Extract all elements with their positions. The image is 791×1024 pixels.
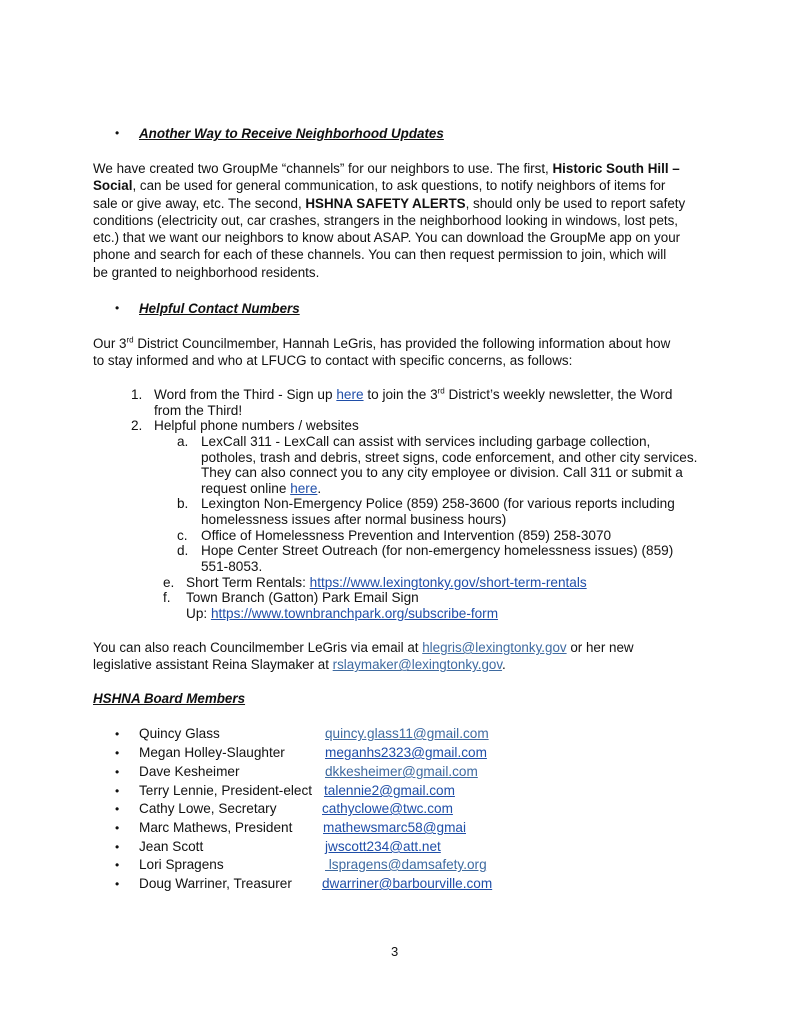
list-item-phone: Helpful phone numbers / websites <box>154 418 359 433</box>
list-item-text: from the Third! <box>154 403 243 418</box>
rentals-link[interactable]: https://www.lexingtonky.gov/short-term-rentals <box>309 575 587 590</box>
para-line: We have created two GroupMe “channels” for our neighbors to use. The first, Historic South Hill – <box>93 161 680 176</box>
bullet-dot: • <box>115 765 120 779</box>
sub-letter: b. <box>177 496 189 511</box>
member-name: Megan Holley-Slaughter <box>139 745 285 760</box>
para-line: legislative assistant Reina Slaymaker at rslaymaker@lexingtonky.gov. <box>93 657 506 673</box>
sub-line: Hope Center Street Outreach (for non-emergency homelessness issues) (859) <box>201 543 674 558</box>
sub-line: They can also connect you to any city employee or division. Call 311 or submit a <box>201 465 683 480</box>
list-item <box>115 783 675 801</box>
board-heading: HSHNA Board Members <box>93 691 246 706</box>
list-item <box>115 801 675 820</box>
para-line: to stay informed and who at LFUCG to contact with specific concerns, as follows: <box>93 353 573 369</box>
bullet-dot: • <box>115 802 120 816</box>
townbranch-link[interactable]: https://www.townbranchpark.org/subscribe-form <box>210 605 499 621</box>
section-heading-contacts: Helpful Contact Numbers <box>139 301 300 316</box>
bullet-dot: • <box>115 746 120 760</box>
list-item <box>115 726 675 745</box>
list-item <box>115 764 675 783</box>
member-name: Doug Warriner, Treasurer <box>139 876 292 891</box>
sub-item-homelessness: Office of Homelessness Prevention and Intervention (859) 258-3070 <box>201 528 612 543</box>
sub-line: Town Branch (Gatton) Park Email Sign <box>186 590 419 605</box>
member-email[interactable]: dkkesheimer@gmail.com <box>325 764 478 779</box>
list-item-newsletter: Word from the Third - Sign up here to join the 3rd District’s weekly newsletter, the Word <box>154 386 673 402</box>
para-line: Social, can be used for general communication, to ask questions, to notify neighbors of items for <box>93 178 666 194</box>
member-name: Dave Kesheimer <box>139 764 240 779</box>
sub-item-lexcall <box>201 434 697 496</box>
paragraph-groupme <box>93 160 685 281</box>
member-email[interactable]: dwarriner@barbourville.com <box>322 876 493 891</box>
list-item <box>115 745 675 764</box>
para-line: phone and search for each of these channels. You can then request permission to join, which will <box>93 247 667 263</box>
bullet-dot: • <box>115 784 120 798</box>
para-line: etc.) that we want our neighbors to know about ASAP. You can download the GroupMe app on your <box>93 230 681 246</box>
bullet-dot: • <box>115 301 120 315</box>
member-email[interactable]: jwscott234@att.net <box>325 839 441 854</box>
paragraph-intro <box>93 335 670 370</box>
list-item <box>115 820 675 839</box>
bullet-dot: • <box>115 727 120 741</box>
para-line: be granted to neighborhood residents. <box>93 264 320 280</box>
sub-letter: d. <box>177 543 189 558</box>
sub-line: LexCall 311 - LexCall can assist with services including garbage collection, <box>201 434 651 449</box>
section-heading-updates: Another Way to Receive Neighborhood Updates <box>139 126 444 141</box>
member-email[interactable]: quincy.glass11@gmail.com <box>325 726 489 741</box>
list-item <box>115 839 675 857</box>
slaymaker-email-link[interactable]: rslaymaker@lexingtonky.gov <box>332 657 503 673</box>
sub-item-townbranch <box>186 590 498 621</box>
member-name: Jean Scott <box>139 839 204 854</box>
para-line: conditions (electricity out, car crashes, strangers in the neighborhood looking in windows, lost pets, <box>93 212 679 228</box>
list-number: 1. <box>131 387 143 402</box>
member-email[interactable]: talennie2@gmail.com <box>324 783 455 798</box>
paragraph-contact <box>93 639 634 674</box>
sub-letter: e. <box>163 575 175 590</box>
sub-letter: c. <box>177 528 188 543</box>
sub-letter: f. <box>163 590 171 605</box>
bullet-dot: • <box>115 840 120 854</box>
member-email[interactable]: meganhs2323@gmail.com <box>325 745 487 760</box>
bullet-dot: • <box>115 126 120 140</box>
page-number: 3 <box>391 944 399 959</box>
list-item <box>115 857 675 876</box>
list-item <box>115 876 675 895</box>
para-line: You can also reach Councilmember LeGris via email at hlegris@lexingtonky.gov or her new <box>93 640 634 655</box>
bullet-dot: • <box>115 877 120 891</box>
legris-email-link[interactable]: hlegris@lexingtonky.gov <box>422 640 567 655</box>
bullet-dot: • <box>115 858 120 872</box>
para-line: Our 3rd District Councilmember, Hannah LeGris, has provided the following information about how <box>93 335 671 351</box>
sub-item-hope-center <box>201 543 673 574</box>
member-email[interactable]: cathyclowe@twc.com <box>322 801 453 816</box>
lexcall-link[interactable]: here <box>290 480 318 496</box>
sub-line: Up: https://www.townbranchpark.org/subscribe-form <box>186 605 499 621</box>
member-name: Quincy Glass <box>139 726 220 741</box>
list-number: 2. <box>131 418 143 433</box>
member-name: Lori Spragens <box>139 857 224 872</box>
sub-item-rentals: Short Term Rentals: https://www.lexingtonky.gov/short-term-rentals <box>186 575 587 590</box>
sub-line: Lexington Non-Emergency Police (859) 258-3600 (for various reports including <box>201 496 675 511</box>
para-line: sale or give away, etc. The second, HSHNA SAFETY ALERTS, should only be used to report safety <box>93 195 686 211</box>
sub-letter: a. <box>177 434 189 449</box>
bullet-dot: • <box>115 821 120 835</box>
member-email[interactable]: lspragens@damsafety.org <box>325 857 487 872</box>
member-email[interactable]: mathewsmarc58@gmai <box>323 820 466 835</box>
sub-line: request online here. <box>201 480 322 496</box>
sub-line: 551-8053. <box>201 558 263 574</box>
member-name: Marc Mathews, President <box>139 820 293 835</box>
sub-line: homelessness issues after normal business hours) <box>201 511 507 527</box>
board-member-list <box>115 726 675 895</box>
sub-line: potholes, trash and debris, street signs, code enforcement, and other city services. <box>201 449 698 465</box>
sub-item-police <box>201 496 675 527</box>
member-name: Terry Lennie, President-elect <box>139 783 313 798</box>
newsletter-link[interactable]: here <box>336 387 364 402</box>
member-name: Cathy Lowe, Secretary <box>139 801 277 816</box>
